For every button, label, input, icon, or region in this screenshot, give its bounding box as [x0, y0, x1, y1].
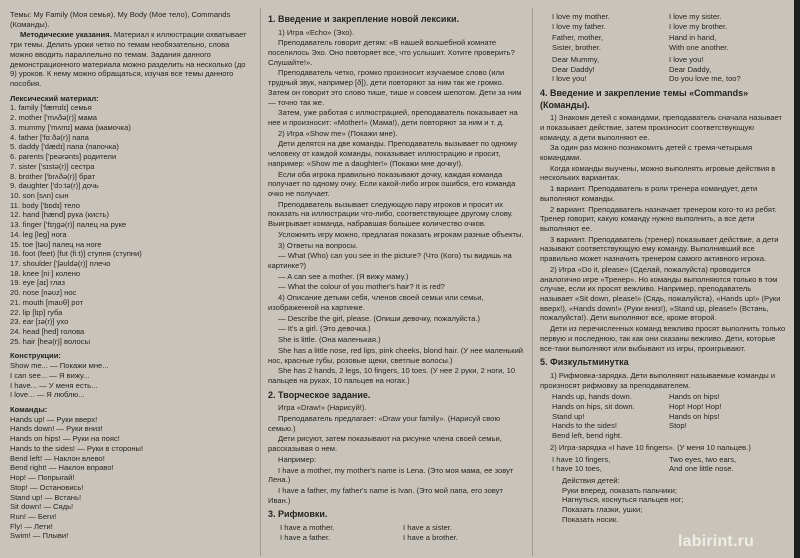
section-2-title: 2. Творческое задание.	[268, 389, 371, 400]
example-label: Например:	[278, 454, 317, 464]
rhyme-line: Bend left, bend right.	[552, 431, 623, 441]
paragraph: 4) Описание детьми себя, членов своей семьи или семьи, изображенной на картинке.	[268, 293, 484, 312]
method-title: Методические указания.	[20, 30, 112, 40]
paragraph: Преподаватель предлагает: «Draw your family». (Нарисуй свою семью.)	[268, 413, 501, 433]
actions-list	[562, 476, 786, 525]
dialogue-line: — Describe the girl, please. (Опиши девочку, пожалуйста.)	[278, 313, 480, 323]
rhyme-line: Sister, brother.	[552, 43, 601, 53]
construction-item: I have... — У меня есть...	[10, 380, 98, 390]
column-left	[10, 10, 252, 541]
construction-item: I love... — Я люблю...	[10, 390, 85, 400]
game-show-me-title: 2) Игра «Show me» (Покажи мне).	[278, 128, 398, 138]
lexicon-item: 7. sister ['sɪstə(r)] сестра	[10, 161, 95, 171]
action-item: Показать глазки, ушки;	[562, 505, 643, 515]
example-line: I have a father, my father's name is Ivan. (Это мой папа, его зовут Иван.)	[268, 485, 503, 505]
rhyme-line: I love my sister.	[669, 12, 722, 21]
command-item: Hands to the sides! — Руки в стороны!	[10, 443, 144, 453]
paragraph: За один раз можно познакомить детей с тремя-четырьмя командами.	[540, 143, 753, 162]
variant-1: 1 вариант. Преподаватель в роли тренера командует, дети выполняют команды.	[540, 184, 758, 203]
method-text: Материал к иллюстрации охватывает три темы. Делить уроки четко по темам необязательно, слова можно вводить параллельно по темам. Задания данного демонстрационного материала можно разделить на несколько (до 9) уроков. К нему можно обращаться, изучая все темы данного пособия.	[10, 30, 247, 89]
rhyme-line: I love my mother.	[552, 12, 610, 21]
rhyme-line: I have a father.	[280, 532, 331, 542]
dialogue-line: — What (Who) can you see in the picture? (Что (Кого) ты видишь на картинке?)	[268, 251, 512, 271]
fingers-rhyme	[552, 455, 786, 474]
variant-2: 2 вариант. Преподаватель назначает тренером кого-то из ребят. Тренер говорит, какую команду нужно выполнить, а все дети выполняют ее.	[540, 204, 777, 233]
lexicon-item: 17. shoulder ['ʃəʊldə(r)] плечо	[10, 258, 111, 268]
rhyme-line: I love you!	[669, 54, 704, 64]
rhyme-line: I love my brother.	[669, 21, 728, 31]
lexicon-item: 25. hair [heə(r)] волосы	[10, 336, 91, 346]
rhyme-line: Stop!	[669, 421, 687, 431]
lexicon-item: 12. hand [hænd] рука (кисть)	[10, 210, 110, 220]
paragraph: Дети из перечисленных команд вежливо просят выполнить только первую и последнюю, так как они сказаны вежливо. Дети, которые все-таки выполняют или выбывают из игры, проигрывают.	[540, 324, 786, 353]
rhyme-line: I have a sister.	[403, 522, 452, 532]
paragraph: 1) Знакомя детей с командами, преподаватель сначала называет и показывает действие, затем произносит соответствующую команду, а дети выполняют ее.	[540, 113, 782, 142]
lexicon-item: 1. family ['fæmɪlɪ] семья	[10, 103, 92, 113]
section-4-title: 4. Введение и закрепление темы «Commands» (Команды).	[540, 88, 749, 110]
section-1-title: 1. Введение и закрепление новой лексики.	[268, 14, 459, 24]
variant-3: 3 вариант. Преподаватель (тренер) показывает действие, а дети называют соответствующую ему команду. Выполнивший все правильно может назначить тренером самого активного игрока.	[540, 234, 779, 264]
command-item: Bend left! — Наклон влево!	[10, 453, 105, 463]
command-item: Hop! — Попрыгай!	[10, 473, 75, 483]
construction-item: Show me... — Покажи мне...	[10, 361, 109, 371]
rhyme-line: I love you!	[552, 74, 587, 84]
rhyme-family	[552, 33, 786, 52]
lexicon-item: 16. foot (feet) [fʊt (fiːt)] ступня (ступни)	[10, 249, 142, 259]
rhyme-dear	[552, 55, 786, 84]
action-item: Нагнуться, коснуться пальцев ног;	[562, 495, 684, 505]
rhyme-line: I have 10 fingers,	[552, 454, 611, 464]
rhyme-line: Hop! Hop! Hop!	[669, 401, 722, 411]
command-item: Stop! — Остановись!	[10, 482, 84, 492]
lexicon-item: 11. body ['bɒdɪ] тело	[10, 200, 80, 210]
questions-title: 3) Ответы на вопросы.	[278, 240, 358, 250]
lexicon-item: 2. mother ['mʌðə(r)] мама	[10, 113, 98, 123]
lexicon-item: 24. head [hed] голова	[10, 327, 85, 336]
watermark: labirint.ru	[678, 532, 754, 550]
lexicon-list	[10, 103, 252, 346]
column-right	[540, 10, 786, 525]
column-divider	[532, 8, 533, 556]
command-item: Run! — Беги!	[10, 511, 57, 521]
rhyme-line: I have 10 toes,	[552, 464, 602, 474]
dialogue-line: — It's a girl. (Это девочка.)	[278, 324, 371, 334]
rhyme-line: Do you love me, too?	[669, 74, 741, 84]
lexicon-item: 22. lip [lɪp] губа	[10, 307, 63, 317]
lexicon-item: 9. daughter ['dɔːtə(r)] дочь	[10, 181, 99, 191]
dialogue-line: — A can see a mother. (Я вижу маму.)	[278, 271, 409, 281]
rhyme-line: And one little nose.	[669, 464, 734, 474]
command-item: Sit down! — Сядь!	[10, 502, 74, 512]
rhyme-line: I have a mother.	[280, 522, 335, 532]
themes-text: Темы: My Family (Моя семья), My Body (Мое тело), Commands (Команды).	[10, 10, 231, 29]
dialogue-line: — What the colour of you mother's hair? It is red?	[278, 282, 445, 292]
exercise-rhyme	[552, 392, 786, 441]
rhyme-block	[280, 523, 526, 542]
lexicon-item: 20. nose [nəʊz] нос	[10, 288, 77, 298]
section-5-title: 5. Физкультминутка	[540, 357, 629, 368]
rhyme-line: Hands on hips, sit down.	[552, 401, 635, 411]
dialogue-line: She is little. (Она маленькая.)	[278, 335, 381, 345]
section-3-title: 3. Рифмовки.	[268, 509, 328, 520]
paragraph: Преподаватель вызывает следующую пару игроков и просит их показать на иллюстрации что-либо, соответствующее другому слову. Выигрывает команда, набравшая большее количество очков.	[268, 199, 513, 229]
lexicon-item: 13. finger ['fɪŋgə(r)] палец на руке	[10, 220, 127, 230]
rhyme-line: With one another.	[669, 43, 729, 53]
dialogue-line: She has a little nose, red lips, pink cheeks, blond hair. (У нее маленький нос, красные губы, розовые щеки, светлые волосы.)	[268, 345, 524, 365]
rhyme-line: Hands to the sides!	[552, 421, 618, 431]
paragraph: Дети рисуют, затем показывают на рисунке члена своей семьи, рассказывая о нем.	[268, 434, 502, 454]
rhyme-line: Dear Mummy,	[552, 54, 600, 64]
command-item: Bend right! — Наклон вправо!	[10, 463, 114, 473]
paragraph: Дети делятся на две команды. Преподаватель вызывает по одному человеку от каждой команды, показывает иллюстрацию и просит, например: «Show me a daughter!» (Покажи мне дочку!).	[268, 139, 518, 168]
command-item: Stand up! — Встань!	[10, 492, 82, 502]
lexicon-item: 23. ear [ɪə(r)] ухо	[10, 317, 69, 327]
lexicon-item: 8. brother ['brʌðə(r)] брат	[10, 171, 96, 181]
action-item: Показать носик.	[562, 514, 619, 524]
rhyme-line: Hands up, hands down.	[552, 392, 632, 402]
rhyme-line: Dear Daddy!	[552, 64, 595, 74]
command-item: Hands up! — Руки вверх!	[10, 414, 98, 424]
rhyme-line: Father, mother,	[552, 33, 604, 43]
rhyme-line: I have a brother.	[403, 532, 458, 542]
actions-heading: Действия детей:	[562, 476, 620, 486]
dialogue-line: She has 2 hands, 2 legs, 10 fingers, 10 toes. (У нее 2 руки, 2 ноги, 10 пальцев на руках, 10 пальцев на ногах.)	[268, 366, 516, 385]
example-line: I have a mother, my mother's name is Lena. (Это моя мама, ее зовут Лена.)	[268, 465, 514, 485]
rhyme-love	[552, 12, 786, 31]
lexicon-item: 18. knee [niː] колено	[10, 268, 81, 278]
lexicon-item: 5. daddy ['dædɪ] папа (папочка)	[10, 142, 119, 152]
commands-list	[10, 415, 252, 541]
rhyme-line: Two eyes, two ears,	[669, 454, 737, 464]
paragraph: 2) Игра «Do it, please» (Сделай, пожалуйста) проводится аналогично игре «Тренер». Но команды выполняются только в том случае, если их просят вежливо. Например, преподаватель называет «Sit down, please!» (Сядь, пожалуйста), «Hands up!» (Руки вверх!), «Hands down!» (Руки вниз!), «Stand up, please!» (Встань, пожалуйста!). Дети выполняют все, кроме второй.	[540, 264, 781, 323]
lexicon-item: 19. eye [aɪ] глаз	[10, 278, 65, 288]
paragraph: Преподаватель говорит детям: «В нашей волшебной комнате поселилось Эхо. Оно повторяет все, что услышит. Хотите проверить? Слушайте!».	[268, 38, 515, 67]
lexicon-item: 4. father ['fɑːðə(r)] папа	[10, 132, 89, 142]
paragraph: Усложнить игру можно, предлагая показать игрокам разные объекты.	[278, 229, 524, 239]
paragraph: 1) Рифмовка-зарядка. Дети выполняют называемые команды и произносят рифмовку за преподавателем.	[540, 370, 776, 390]
lexicon-item: 6. parents ['peərənts] родители	[10, 152, 117, 162]
command-item: Hands down! — Руки вниз!	[10, 424, 103, 434]
construction-item: I can see... — Я вижу...	[10, 370, 90, 380]
rhyme-line: Hands on hips!	[669, 392, 720, 402]
rhyme-line: Hand in hand,	[669, 33, 717, 43]
command-item: Hands on hips! — Руки на пояс!	[10, 434, 120, 444]
game-echo-title: 1) Игра «Echo» (Эхо).	[278, 27, 355, 37]
rhyme-line: I love my father.	[552, 21, 606, 31]
paragraph: 2) Игра-зарядка «I have 10 fingers». (У меня 10 пальцев.)	[550, 442, 751, 452]
lexicon-item: 21. mouth [maʊθ] рот	[10, 297, 84, 307]
action-item: Руки вперед, показать пальчики;	[562, 485, 677, 495]
constructions-heading: Конструкции:	[10, 351, 61, 361]
paragraph: Затем, уже работая с иллюстрацией, преподаватель показывает на нее и произносит: «Mother!» (Мама!), дети повторяют за ним и т. д.	[268, 108, 518, 127]
rhyme-line: Hands on hips!	[669, 411, 720, 421]
lexicon-heading: Лексический материал:	[10, 93, 99, 103]
constructions-list	[10, 361, 252, 400]
command-item: Swim! — Плыви!	[10, 531, 69, 541]
column-middle	[268, 10, 526, 544]
rhyme-line: Dear Daddy,	[669, 64, 712, 74]
paragraph: Если оба игрока правильно показывают дочку, каждая команда получает по одному очку. Если какой-либо игрок ошибся, его команда очко не получает.	[268, 169, 516, 199]
paragraph: Когда команды выучены, можно выполнять игровые действия в нескольких вариантах.	[540, 163, 776, 183]
lexicon-item: 14. leg [leg] нога	[10, 229, 67, 239]
lexicon-item: 3. mummy ['mʌmɪ] мама (мамочка)	[10, 122, 131, 132]
column-divider	[260, 8, 261, 556]
scan-edge	[794, 0, 800, 558]
commands-heading: Команды:	[10, 405, 48, 415]
game-draw-title: Игра «Draw!» (Нарисуй!).	[278, 403, 367, 413]
command-item: Fly! — Лети!	[10, 521, 53, 531]
lexicon-item: 15. toe [təʊ] палец на ноге	[10, 239, 102, 249]
paragraph: Преподаватель четко, громко произносит изучаемое слово (или трудный звук, например [ð]), дети повторяют за ним так же громко. Затем он говорит это слово тише, тише и совсем шепотом. Дети за ним — точно так же.	[268, 68, 522, 107]
rhyme-line: Stand up!	[552, 411, 585, 421]
lexicon-item: 10. son [sʌn] сын	[10, 190, 69, 200]
